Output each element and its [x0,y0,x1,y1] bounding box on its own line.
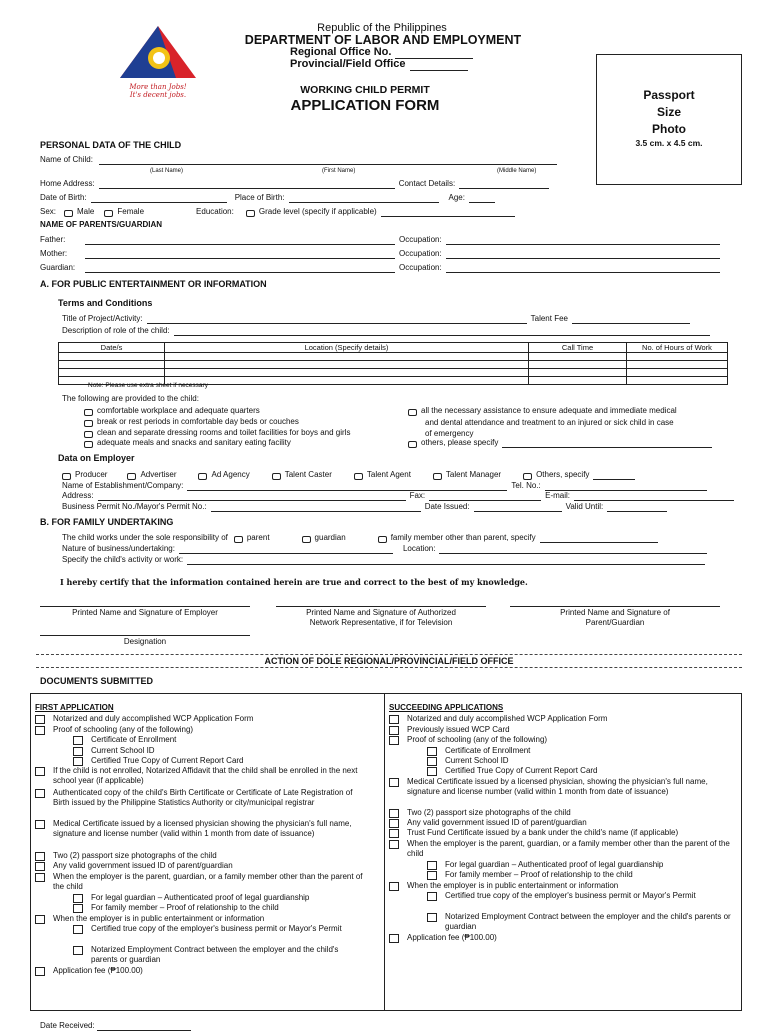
document-checkbox[interactable] [427,871,437,880]
business-permit-label: Business Permit No./Mayor's Permit No.: [62,502,207,511]
male-label: Male [77,207,95,216]
email-input[interactable] [574,492,734,501]
permit-title: WORKING CHILD PERMIT [300,84,430,96]
list-item [35,766,365,786]
list-item [389,839,734,859]
role-desc-field [62,326,710,336]
age-label: Age: [448,193,465,202]
establishment-label: Name of Establishment/Company: [62,481,184,490]
producer-label: Producer [75,470,108,479]
document-checkbox[interactable] [73,946,83,955]
ad-agency-label: Ad Agency [211,470,250,479]
list-item [73,893,365,903]
provided-text-5c: of emergency [425,429,474,438]
document-checkbox[interactable] [389,736,399,745]
home-address-label: Home Address: [40,179,95,188]
age-input[interactable] [469,194,495,203]
col-dates: Date/s [59,343,165,353]
table-row[interactable] [59,353,728,361]
photo-label-3: Photo [652,122,686,136]
provided-item-4 [84,438,291,448]
list-item [389,777,734,797]
document-checkbox[interactable] [35,715,45,724]
dob-label: Date of Birth: [40,193,87,202]
child-name-field [40,155,557,165]
logo-tagline-2: It's decent jobs. [129,90,187,99]
document-label: Two (2) passport size photographs of the child [407,808,571,817]
col-location: Location (Specify details) [165,343,529,353]
advertiser-label: Advertiser [140,470,177,479]
regional-office-label: Regional Office No. [290,46,392,58]
project-title-input[interactable] [147,315,527,324]
document-checkbox[interactable] [389,809,399,818]
talent-fee-input[interactable] [572,315,690,324]
provided-text-6: others, please specify [421,438,499,447]
female-checkbox[interactable] [104,210,113,217]
grade-level-label: Grade level (specify if applicable) [258,207,377,216]
document-checkbox[interactable] [73,747,83,756]
family-member-input[interactable] [540,534,658,543]
document-label: Certificate of Enrollment [445,746,531,755]
document-label: Notarized and duly accomplished WCP Application Form [407,714,608,723]
document-label: Trust Fund Certificate issued by a bank under the child's name (if applicable) [407,828,679,837]
employer-address-label: Address: [62,491,94,500]
col-call-time: Call Time [529,343,627,353]
female-label: Female [117,207,145,216]
provided-checkbox-5[interactable] [408,409,417,416]
talent-manager-label: Talent Manager [445,470,502,479]
document-label: Notarized Employment Contract between the employer and the child's parents or guardian [445,912,731,931]
provided-text-5b: and dental attendance and treatment to an injured or sick child in case [425,418,674,427]
document-label: Authenticated copy of the child's Birth Certificate or Certificate of Late Registration of Birth issued by the Philippine Statistics Authority or city/municipal registrar [53,788,353,807]
talent-fee-label: Talent Fee [530,314,568,323]
parent-label: parent [246,533,270,542]
contact-details-label: Contact Details: [398,179,456,188]
document-label: Application fee (₱100.00) [407,933,497,942]
date-received-label: Date Received: [40,1021,95,1030]
father-input[interactable] [85,236,395,245]
date-received-input[interactable] [97,1022,191,1031]
birth-field [40,193,495,203]
provincial-office-input[interactable] [410,62,468,71]
employer-signature-label: Printed Name and Signature of Employer [72,608,218,617]
talent-caster-label: Talent Caster [284,470,332,479]
list-item [427,756,734,766]
provided-checkbox-4[interactable] [84,441,93,448]
action-divider-top [36,654,742,655]
first-application-heading: FIRST APPLICATION [35,703,114,712]
list-item [389,933,734,943]
provided-item-3 [84,428,350,438]
list-item [389,735,734,745]
others-type-input[interactable] [593,471,635,480]
others-specify-input[interactable] [502,439,712,448]
parent-checkbox[interactable] [234,536,243,543]
child-name-input[interactable] [99,156,557,165]
documents-heading: DOCUMENTS SUBMITTED [40,676,153,686]
list-item [427,766,734,776]
documents-column-divider [384,694,385,1010]
certification-statement: I hereby certify that the information contained herein are true and correct to the best of my knowledge. [60,577,528,587]
document-label: Current School ID [445,756,509,765]
pob-label: Place of Birth: [234,193,285,202]
document-checkbox[interactable] [35,767,45,776]
list-item [427,746,734,756]
personal-data-heading: PERSONAL DATA OF THE CHILD [40,140,182,150]
list-item [389,725,734,735]
fax-label: Fax: [409,491,426,500]
designation-line[interactable] [40,635,250,636]
document-checkbox[interactable] [35,967,45,976]
role-desc-input[interactable] [174,327,710,336]
document-checkbox[interactable] [35,852,45,861]
father-label: Father: [40,235,66,244]
action-heading: ACTION OF DOLE REGIONAL/PROVINCIAL/FIELD OFFICE [264,656,514,666]
document-label: Certificate of Enrollment [91,735,177,744]
list-item [73,756,365,766]
list-item [73,945,365,965]
email-label: E-mail: [545,491,571,500]
list-item [35,914,365,924]
nature-field [62,544,707,554]
employer-signature-line[interactable] [40,606,250,607]
male-checkbox[interactable] [64,210,73,217]
middle-name-hint: (Middle Name) [497,168,537,174]
document-label: Two (2) passport size photographs of the child [53,851,217,860]
document-checkbox[interactable] [389,726,399,735]
document-label: Notarized and duly accomplished WCP Application Form [53,714,254,723]
network-signature-label-1: Printed Name and Signature of Authorized [306,608,456,617]
guardian-checkbox[interactable] [302,536,311,543]
education-label: Education: [196,207,234,216]
mother-occupation-input[interactable] [446,250,720,259]
dole-logo [116,24,200,99]
date-received-field [40,1021,191,1031]
provincial-office-field [290,58,468,71]
document-label: For legal guardian – Authenticated proof of legal guardianship [91,893,310,902]
mother-label: Mother: [40,249,68,258]
list-item [389,808,734,818]
passport-photo-box[interactable] [596,54,742,185]
provided-text-2: break or rest periods in comfortable day beds or couches [97,417,299,426]
document-checkbox[interactable] [427,747,437,756]
role-desc-label: Description of role of the child: [62,326,170,335]
provided-item-5 [408,406,677,416]
document-checkbox[interactable] [35,789,45,798]
location-label: Location: [402,544,436,553]
home-address-input[interactable] [99,180,395,189]
action-divider-bottom [36,667,742,668]
designation-label: Designation [123,637,167,646]
document-label: Current School ID [91,746,155,755]
document-label: For family member – Proof of relationship to the child [91,903,279,912]
list-item [35,861,365,871]
tel-input[interactable] [545,482,707,491]
producer-checkbox[interactable] [62,473,71,480]
list-item [389,881,734,891]
header-republic: Republic of the Philippines [317,22,447,34]
talent-caster-checkbox[interactable] [272,473,281,480]
document-label: Medical Certificate issued by a licensed physician showing the physician's full name, signature and license number (valid within 1 month from date of issuance) [53,819,352,838]
date-issued-input[interactable] [474,503,562,512]
advertiser-checkbox[interactable] [127,473,136,480]
document-checkbox[interactable] [389,934,399,943]
document-checkbox[interactable] [427,913,437,922]
last-name-hint: (Last Name) [150,168,184,174]
guardian-input[interactable] [85,264,395,273]
list-item [389,828,734,838]
employer-heading: Data on Employer [58,453,135,463]
list-item [35,872,365,892]
document-checkbox[interactable] [35,726,45,735]
parent-signature-label-1: Printed Name and Signature of [560,608,670,617]
list-item [389,818,734,828]
employer-types [62,470,635,480]
guardian-label: Guardian: [40,263,76,272]
document-checkbox[interactable] [35,862,45,871]
list-item [35,819,365,839]
table-header-row [59,343,728,353]
provided-checkbox-3[interactable] [84,431,93,438]
guardian-option-label: guardian [314,533,346,542]
photo-label-2: Size [656,105,681,119]
document-checkbox[interactable] [389,829,399,838]
list-item [427,891,734,901]
list-item [427,860,734,870]
mother-input[interactable] [85,250,395,259]
document-checkbox[interactable] [389,882,399,891]
parent-signature-line[interactable] [510,606,720,607]
mother-occupation-label: Occupation: [399,249,442,258]
list-item [427,912,734,932]
establishment-field [62,481,707,491]
parents-heading: NAME OF PARENTS/GUARDIAN [40,220,163,229]
provided-item-1 [84,406,260,416]
provincial-office-label: Provincial/Field Office [290,58,406,70]
network-signature-line[interactable] [276,606,486,607]
list-item [73,735,365,745]
guardian-occupation-input[interactable] [446,264,720,273]
guardian-field [40,263,720,273]
activity-field [62,555,705,565]
document-checkbox[interactable] [389,840,399,849]
father-occupation-input[interactable] [446,236,720,245]
list-item [35,714,365,724]
document-label: Proof of schooling (any of the following) [53,725,194,734]
list-item [73,903,365,913]
document-checkbox[interactable] [427,757,437,766]
document-checkbox[interactable] [427,892,437,901]
provided-text-3: clean and separate dressing rooms and toilet facilities for boys and girls [97,428,351,437]
tel-label: Tel. No.: [511,481,541,490]
document-label: Certified true copy of the employer's business permit or Mayor's Permit [91,924,342,933]
document-checkbox[interactable] [35,873,45,882]
home-address-field [40,179,549,189]
business-permit-field [62,502,667,512]
fax-input[interactable] [429,492,541,501]
provided-item-2 [84,417,299,427]
family-member-checkbox[interactable] [378,536,387,543]
list-item [73,924,365,934]
provided-text-1: comfortable workplace and adequate quarters [97,406,260,415]
document-label: Any valid government issued ID of parent/guardian [407,818,587,827]
valid-until-label: Valid Until: [565,502,604,511]
employer-address-input[interactable] [98,492,406,501]
parent-signature-label-2: Parent/Guardian [585,618,645,627]
document-label: Proof of schooling (any of the following) [407,735,548,744]
document-label: Certified True Copy of Current Report Card [91,756,244,765]
succeeding-application-heading: SUCCEEDING APPLICATIONS [389,703,504,712]
contact-details-input[interactable] [459,180,549,189]
nature-input[interactable] [179,545,393,554]
activity-label: Specify the child's activity or work: [62,555,184,564]
provided-label: The following are provided to the child: [62,394,199,403]
grade-level-input[interactable] [381,208,515,217]
document-label: Certified true copy of the employer's business permit or Mayor's Permit [445,891,696,900]
document-label: Notarized Employment Contract between the employer and the child's parents or guardian [91,945,339,964]
document-label: For family member – Proof of relationship to the child [445,870,633,879]
document-label: Application fee (₱100.00) [53,966,143,975]
document-label: Previously issued WCP Card [407,725,510,734]
document-label: Medical Certificate issued by a licensed physician, showing the physician's full name, signature and license number (valid within 1 month from date of issuance) [407,777,708,796]
logo-tagline: More than Jobs! [129,82,187,91]
document-checkbox[interactable] [73,925,83,934]
ad-agency-checkbox[interactable] [198,473,207,480]
list-item [73,746,365,756]
terms-heading: Terms and Conditions [58,298,153,308]
sole-resp-field [62,533,658,543]
dob-input[interactable] [91,194,227,203]
document-checkbox[interactable] [427,767,437,776]
child-name-label: Name of Child: [40,155,93,164]
location-input[interactable] [439,545,707,554]
document-label: For legal guardian – Authenticated proof of legal guardianship [445,860,664,869]
document-label: When the employer is in public entertainment or information [407,881,619,890]
provided-checkbox-2[interactable] [84,420,93,427]
document-checkbox[interactable] [389,778,399,787]
list-item [427,870,734,880]
guardian-occupation-label: Occupation: [399,263,442,272]
document-checkbox[interactable] [73,894,83,903]
document-checkbox[interactable] [73,904,83,913]
others-label: Others, specify [536,470,590,479]
business-permit-input[interactable] [211,503,421,512]
list-item [35,966,365,976]
photo-label-1: Passport [643,88,695,102]
document-checkbox[interactable] [73,757,83,766]
sex-label: Sex: [40,207,57,216]
documents-box [30,693,742,1011]
list-item [35,725,365,735]
list-item [35,788,365,808]
document-label: When the employer is in public entertainment or information [53,914,265,923]
activity-input[interactable] [187,556,705,565]
grade-level-checkbox[interactable] [246,210,255,217]
list-item [35,851,365,861]
first-name-hint: (First Name) [322,168,356,174]
schedule-table [58,342,728,385]
father-field [40,235,720,245]
others-checkbox[interactable] [523,473,532,480]
document-checkbox[interactable] [389,819,399,828]
document-checkbox[interactable] [35,820,45,829]
col-hours: No. of Hours of Work [627,343,728,353]
table-row[interactable] [59,369,728,377]
form-title: APPLICATION FORM [290,97,440,114]
provided-item-6 [408,438,712,448]
document-label: If the child is not enrolled, Notarized Affidavit that the child shall be enrolled in the next school year (if applicable) [53,766,358,785]
nature-label: Nature of business/undertaking: [62,544,175,553]
document-label: Any valid government issued ID of parent/guardian [53,861,233,870]
mother-field [40,249,720,259]
sole-resp-label: The child works under the sole responsibility of [62,533,228,542]
dole-logo-icon [116,24,200,80]
provided-text-5: all the necessary assistance to ensure adequate and immediate medical [421,406,677,415]
document-checkbox[interactable] [35,915,45,924]
establishment-input[interactable] [187,482,507,491]
provided-checkbox-1[interactable] [84,409,93,416]
network-signature-label-2: Network Representative, if for Television [309,618,453,627]
section-b-heading: B. FOR FAMILY UNDERTAKING [40,517,174,527]
family-member-label: family member other than parent, specify [390,533,536,542]
document-checkbox[interactable] [73,736,83,745]
employer-address-field [62,491,734,501]
talent-agent-label: Talent Agent [366,470,411,479]
document-label: When the employer is the parent, guardian, or a family member other than the parent of the child [407,839,730,858]
header-department: DEPARTMENT OF LABOR AND EMPLOYMENT [244,33,522,47]
sex-education-field [40,207,515,217]
table-note: Note: Please use extra sheet if necessary [88,382,208,389]
provided-checkbox-6[interactable] [408,441,417,448]
talent-manager-checkbox[interactable] [433,473,442,480]
father-occupation-label: Occupation: [399,235,442,244]
section-a-heading: A. FOR PUBLIC ENTERTAINMENT OR INFORMATION [40,279,267,289]
document-label: Certified True Copy of Current Report Card [445,766,598,775]
valid-until-input[interactable] [607,503,667,512]
document-checkbox[interactable] [389,715,399,724]
list-item [389,714,734,724]
date-issued-label: Date Issued: [424,502,470,511]
project-title-label: Title of Project/Activity: [62,314,143,323]
table-row[interactable] [59,361,728,369]
provided-text-4: adequate meals and snacks and sanitary eating facility [97,438,291,447]
photo-size: 3.5 cm. x 4.5 cm. [635,138,703,148]
talent-agent-checkbox[interactable] [354,473,363,480]
document-label: When the employer is the parent, guardian, or a family member other than the parent of the child [53,872,363,891]
document-checkbox[interactable] [427,861,437,870]
project-title-field [62,314,690,324]
pob-input[interactable] [289,194,439,203]
